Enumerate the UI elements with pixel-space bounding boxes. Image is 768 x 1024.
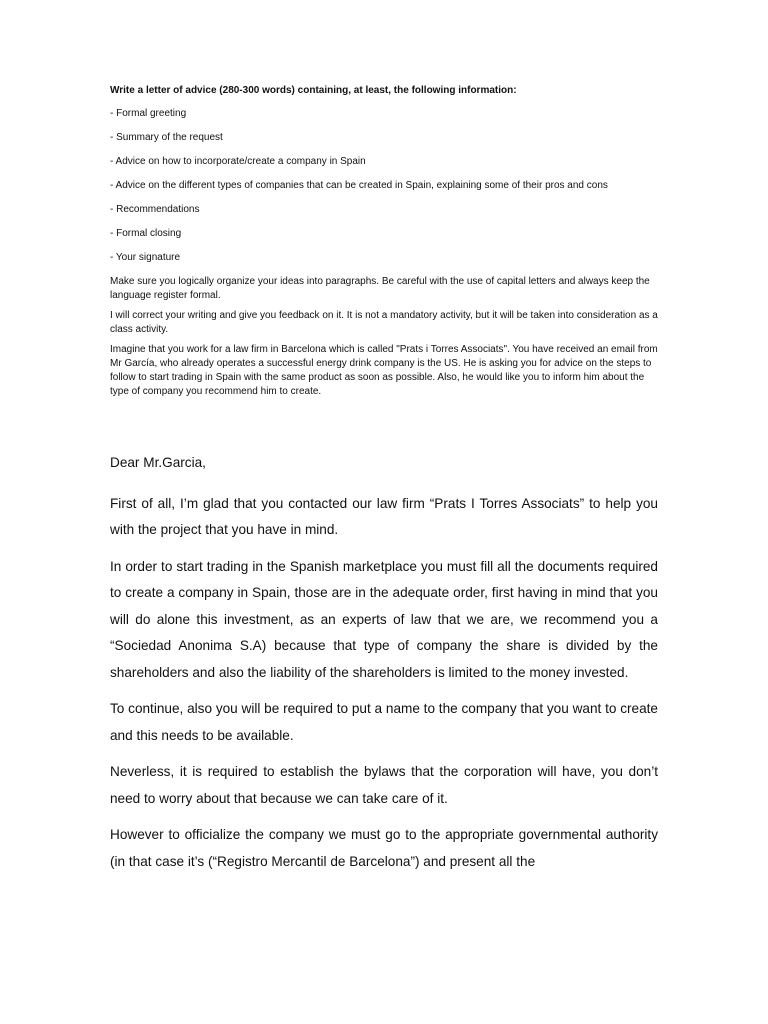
letter-paragraph: However to officialize the company we must go to the appropriate governmental authority (in that case it’s (“Registro Mercantil de Barcelona”) and present all the bbox=[110, 827, 658, 869]
requirement-item: - Advice on the different types of companies that can be created in Spain, explaining some of their pros and cons bbox=[110, 180, 608, 191]
letter-paragraph: To continue, also you will be required to put a name to the company that you want to create and this needs to be available. bbox=[110, 701, 658, 743]
requirement-item: - Recommendations bbox=[110, 204, 200, 215]
requirement-item: - Your signature bbox=[110, 252, 181, 263]
requirement-item: - Advice on how to incorporate/create a company in Spain bbox=[110, 156, 366, 167]
letter-greeting: Dear Mr.Garcia, bbox=[110, 455, 206, 470]
requirement-item: - Formal closing bbox=[110, 228, 182, 239]
letter-paragraph: In order to start trading in the Spanish marketplace you must fill all the documents required to create a company in Spain, those are in the adequate order, first having in mind that you will do alone this investment, as an experts of law that we are, we recommend you a “Sociedad Anonima S.A) because that type of company the share is divided by the shareholders and also the liability of the shareholders is limited to the money invested. bbox=[110, 558, 658, 680]
requirement-item: - Summary of the request bbox=[110, 132, 223, 143]
instructions-title: Write a letter of advice (280-300 words) containing, at least, the following information: bbox=[110, 85, 517, 96]
requirement-item: - Formal greeting bbox=[110, 108, 187, 119]
letter-body bbox=[110, 450, 658, 885]
instructions-note: Make sure you logically organize your ideas into paragraphs. Be careful with the use of capital letters and always keep the language register formal. bbox=[110, 276, 650, 301]
assignment-instructions bbox=[110, 84, 658, 405]
instructions-note: I will correct your writing and give you feedback on it. It is not a mandatory activity, but it will be taken into consideration as a class activity. bbox=[110, 310, 658, 335]
scenario-description: Imagine that you work for a law firm in Barcelona which is called "Prats i Torres Associats". You have received an email from Mr García, who already operates a successful energy drink company is the US. He is asking you for advice on the steps to follow to start trading in Spain with the same product as soon as possible. Also, he would like you to inform him about the type of company you recommend him to create. bbox=[110, 344, 658, 397]
letter-paragraph: Neverless, it is required to establish the bylaws that the corporation will have, you don’t need to worry about that because we can take care of it. bbox=[110, 764, 658, 806]
letter-paragraph: First of all, I’m glad that you contacted our law firm “Prats I Torres Associats” to help you with the project that you have in mind. bbox=[110, 495, 658, 537]
